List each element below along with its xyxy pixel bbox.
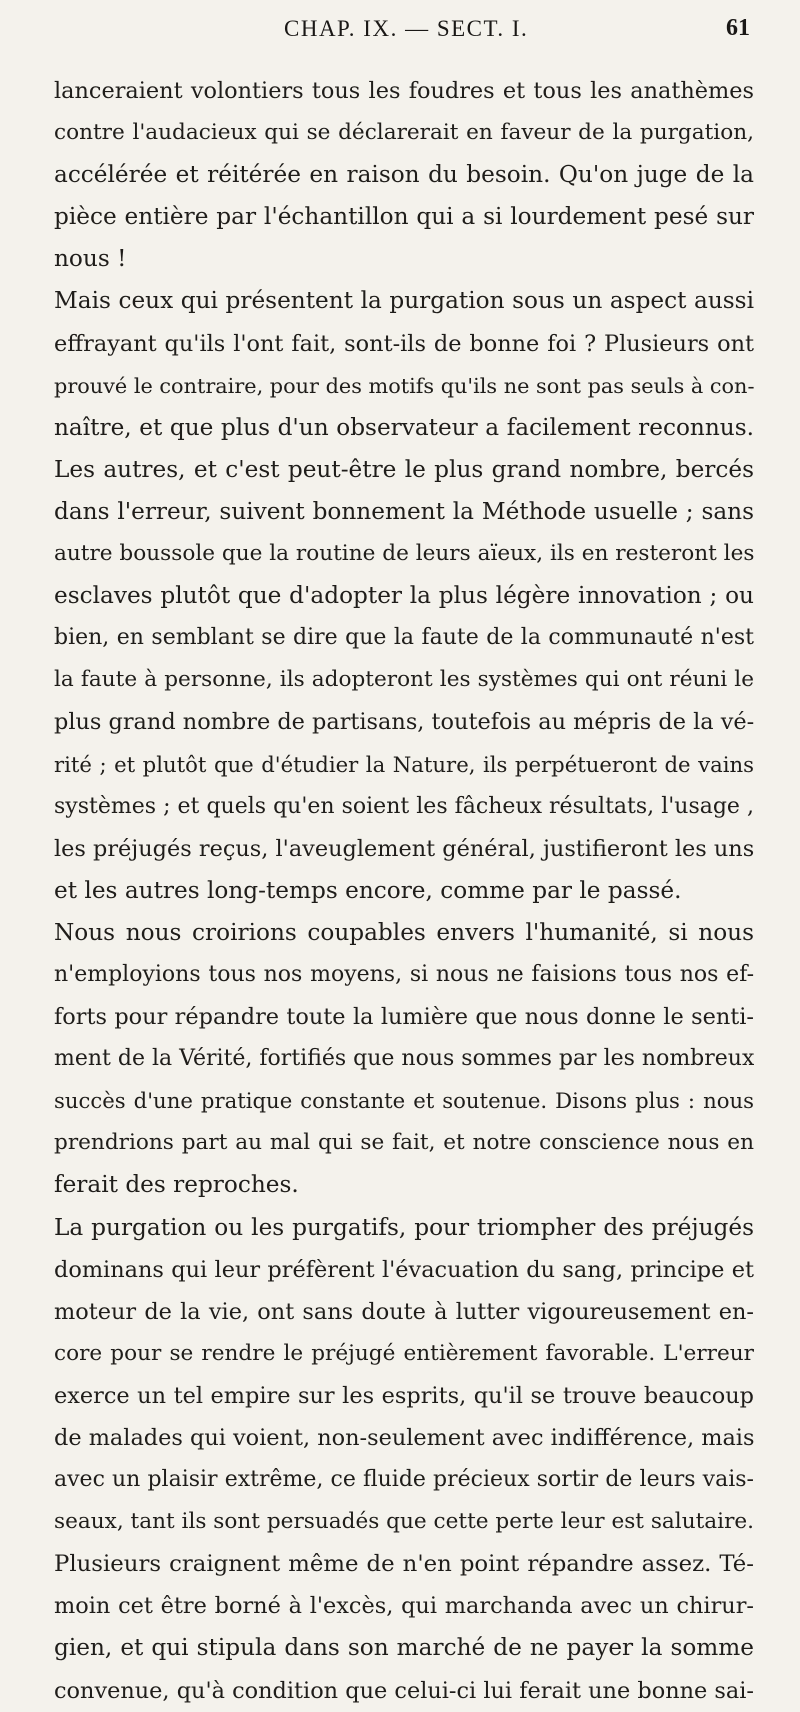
text-line: forts pour répandre toute la lumière que nous donne le senti- — [54, 1004, 754, 1031]
page-number: 61 — [726, 15, 750, 41]
text-line: succès d'une pratique constante et soutenue. Disons plus : nous — [54, 1088, 754, 1114]
text-line: dans l'erreur, suivent bonnement la Méthode usuelle ; sans — [54, 497, 754, 525]
text-line: n'employions tous nos moyens, si nous ne faisions tous nos ef- — [54, 961, 754, 987]
text-line: ment de la Vérité, fortifiés que nous sommes par les nombreux — [54, 1046, 754, 1072]
text-line: pièce entière par l'échantillon qui a si lourdement pesé sur — [54, 203, 754, 231]
text-line: systèmes ; et quels qu'en soient les fâcheux résultats, l'usage , — [54, 793, 754, 819]
text-line: nous ! — [54, 245, 127, 273]
chapter-section-heading: CHAP. IX. — SECT. I. — [284, 16, 529, 41]
text-line: de malades qui voient, non-seulement avec indifférence, mais — [54, 1425, 754, 1451]
text-line: effrayant qu'ils l'ont fait, sont-ils de bonne foi ? Plusieurs ont — [54, 330, 754, 357]
text-line: seaux, tant ils sont persuadés que cette perte leur est salutaire. — [54, 1509, 754, 1535]
text-line: prendrions part au mal qui se fait, et notre conscience nous en — [54, 1130, 754, 1156]
text-line: Plusieurs craignent même de n'en point répandre assez. Té- — [54, 1551, 754, 1578]
text-line: convenue, qu'à condition que celui-ci lui ferait une bonne sai- — [54, 1677, 754, 1704]
text-line: lanceraient volontiers tous les foudres et tous les anathèmes — [54, 78, 754, 104]
text-line: La purgation ou les purgatifs, pour triompher des préjugés — [54, 1213, 754, 1241]
text-line: moin cet être borné à l'excès, qui marchanda avec un chirur- — [54, 1593, 754, 1620]
text-line: dominans qui leur préfèrent l'évacuation du sang, principe et — [54, 1256, 754, 1283]
text-line: avec un plaisir extrême, ce fluide précieux sortir de leurs vais- — [54, 1467, 754, 1493]
body-text — [54, 70, 754, 1712]
text-line: Nous nous croirions coupables envers l'humanité, si nous — [54, 918, 754, 946]
text-line: naître, et que plus d'un observateur a facilement reconnus. — [54, 413, 754, 441]
text-line: gien, et qui stipula dans son marché de ne payer la somme — [54, 1634, 754, 1662]
text-line: autre boussole que la routine de leurs aïeux, ils en resteront les — [54, 541, 754, 567]
text-line: esclaves plutôt que d'adopter la plus légère innovation ; ou — [54, 582, 754, 610]
text-line: les préjugés reçus, l'aveuglement général, justifieront les uns — [54, 835, 754, 862]
text-line: bien, en semblant se dire que la faute de la communauté n'est — [54, 625, 754, 651]
text-line: Les autres, et c'est peut-être le plus grand nombre, bercés — [54, 455, 754, 483]
text-line: exerce un tel empire sur les esprits, qu'il se trouve beaucoup — [54, 1382, 754, 1409]
text-line: ferait des reproches. — [54, 1171, 299, 1199]
text-line: la faute à personne, ils adopteront les systèmes qui ont réuni le — [54, 667, 754, 693]
text-line: et les autres long-temps encore, comme par le passé. — [54, 876, 682, 904]
text-line: rité ; et plutôt que d'étudier la Nature, ils perpétueront de vains — [54, 751, 754, 777]
text-line: contre l'audacieux qui se déclarerait en faveur de la purgation, — [54, 120, 754, 146]
text-line: Mais ceux qui présentent la purgation sous un aspect aussi — [54, 287, 754, 315]
text-line: prouvé le contraire, pour des motifs qu'ils ne sont pas seuls à con- — [54, 373, 754, 398]
text-line: accélérée et réitérée en raison du besoin. Qu'on juge de la — [54, 161, 754, 189]
text-line: plus grand nombre de partisans, toutefois au mépris de la vé- — [54, 709, 754, 736]
text-line: moteur de la vie, ont sans doute à lutter vigoureusement en- — [54, 1298, 754, 1325]
text-line: core pour se rendre le préjugé entièrement favorable. L'erreur — [54, 1340, 754, 1366]
running-head — [54, 0, 754, 70]
